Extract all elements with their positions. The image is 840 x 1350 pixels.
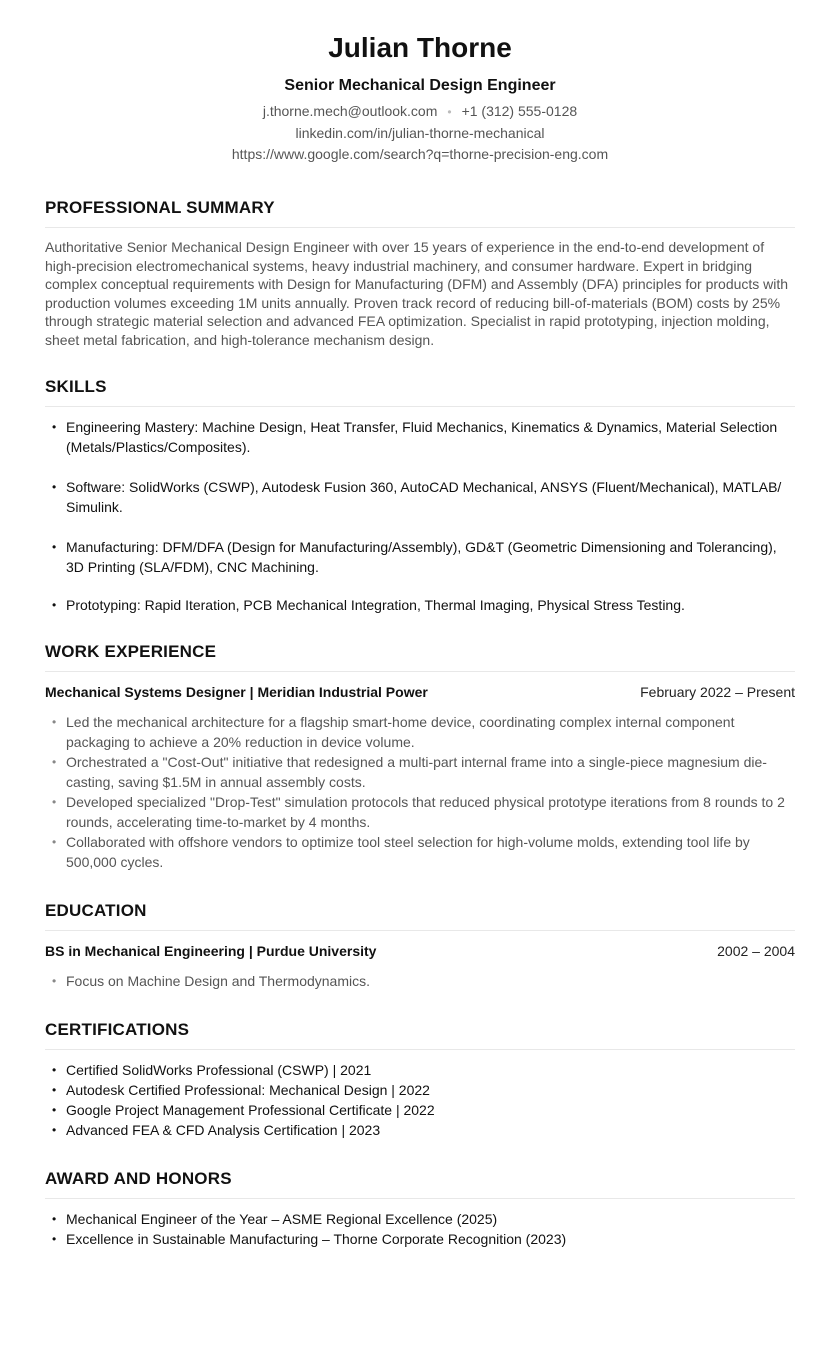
skills-list xyxy=(45,417,795,615)
skills-section xyxy=(45,376,795,615)
certifications-heading: CERTIFICATIONS xyxy=(45,1019,795,1050)
experience-section xyxy=(45,641,795,872)
linkedin-link[interactable]: linkedin.com/in/julian-thorne-mechanical xyxy=(295,125,545,141)
experience-heading: WORK EXPERIENCE xyxy=(45,641,795,672)
job-date: February 2022 – Present xyxy=(640,684,795,700)
email-link[interactable]: j.thorne.mech@outlook.com xyxy=(262,103,438,119)
education-heading: EDUCATION xyxy=(45,900,795,931)
skill-item: • Software: SolidWorks (CSWP), Autodesk Fusion 360, AutoCAD Mechanical, ANSYS (Fluent/Mechanical), MATLAB/ Simulink. xyxy=(45,477,795,517)
summary-heading: PROFESSIONAL SUMMARY xyxy=(45,197,795,228)
job-bullet: • Collaborated with offshore vendors to optimize tool steel selection for high-volume molds, extending tool life by 500,000 cycles. xyxy=(45,832,795,872)
degree-school: BS in Mechanical Engineering | Purdue University xyxy=(45,943,377,959)
contact-separator: • xyxy=(447,105,452,119)
skills-heading: SKILLS xyxy=(45,376,795,407)
skill-item: • Manufacturing: DFM/DFA (Design for Manufacturing/Assembly), GD&T (Geometric Dimensioning and Tolerancing), 3D Printing (SLA/FDM), CNC Machining. xyxy=(45,537,795,577)
job-bullets xyxy=(45,712,795,872)
skill-item: • Engineering Mastery: Machine Design, Heat Transfer, Fluid Mechanics, Kinematics & Dynamics, Material Selection (Metals/Plastics/Composites). xyxy=(45,417,795,457)
award-item: • Mechanical Engineer of the Year – ASME Regional Excellence (2025) xyxy=(45,1209,795,1229)
education-header xyxy=(45,941,795,961)
certifications-list xyxy=(45,1060,795,1140)
certifications-section xyxy=(45,1019,795,1140)
education-date: 2002 – 2004 xyxy=(717,943,795,959)
job-header xyxy=(45,682,795,702)
education-section xyxy=(45,900,795,991)
award-item: • Excellence in Sustainable Manufacturing – Thorne Corporate Recognition (2023) xyxy=(45,1229,795,1249)
candidate-name: Julian Thorne xyxy=(328,32,512,63)
job-bullet: • Orchestrated a "Cost-Out" initiative that redesigned a multi-part internal frame into a single-piece magnesium die-casting, saving $1.5M in annual assembly costs. xyxy=(45,752,795,792)
website-link[interactable]: https://www.google.com/search?q=thorne-precision-eng.com xyxy=(231,146,609,162)
education-bullets xyxy=(45,971,795,991)
summary-text: Authoritative Senior Mechanical Design Engineer with over 15 years of experience in the end-to-end development of high-precision electromechanical systems, heavy industrial machinery, and consumer hardware. Expert in bridging complex conceptual requirements with Design for Manufacturing (DFM) and Assembly (DFA) principles for products with production volumes exceeding 1M units annually. Proven track record of reducing bill-of-materials (BOM) costs by 25% through strategic material selection and advanced FEA optimization. Specialist in rapid prototyping, injection molding, sheet metal fabrication, and high-tolerance mechanism design. xyxy=(45,239,789,348)
job-entry xyxy=(45,682,795,872)
certification-item: • Google Project Management Professional Certificate | 2022 xyxy=(45,1100,795,1120)
awards-section xyxy=(45,1168,795,1249)
job-bullet: • Developed specialized "Drop-Test" simulation protocols that reduced physical prototype iterations from 8 rounds to 2 rounds, accelerating time-to-market by 4 months. xyxy=(45,792,795,832)
awards-list xyxy=(45,1209,795,1249)
skill-item: • Prototyping: Rapid Iteration, PCB Mechanical Integration, Thermal Imaging, Physical Stress Testing. xyxy=(45,595,795,615)
summary-section xyxy=(45,197,795,349)
resume-header xyxy=(45,30,795,165)
job-title: Senior Mechanical Design Engineer xyxy=(284,77,556,94)
certification-item: • Certified SolidWorks Professional (CSWP) | 2021 xyxy=(45,1060,795,1080)
awards-heading: AWARD AND HONORS xyxy=(45,1168,795,1199)
certification-item: • Advanced FEA & CFD Analysis Certification | 2023 xyxy=(45,1120,795,1140)
job-role-company: Mechanical Systems Designer | Meridian Industrial Power xyxy=(45,684,428,700)
contact-line-primary xyxy=(45,101,795,123)
certification-item: • Autodesk Certified Professional: Mechanical Design | 2022 xyxy=(45,1080,795,1100)
job-bullet: • Led the mechanical architecture for a flagship smart-home device, coordinating complex internal component packaging to achieve a 20% reduction in device volume. xyxy=(45,712,795,752)
education-bullet: • Focus on Machine Design and Thermodynamics. xyxy=(45,971,795,991)
phone-number[interactable]: +1 (312) 555-0128 xyxy=(461,103,578,119)
